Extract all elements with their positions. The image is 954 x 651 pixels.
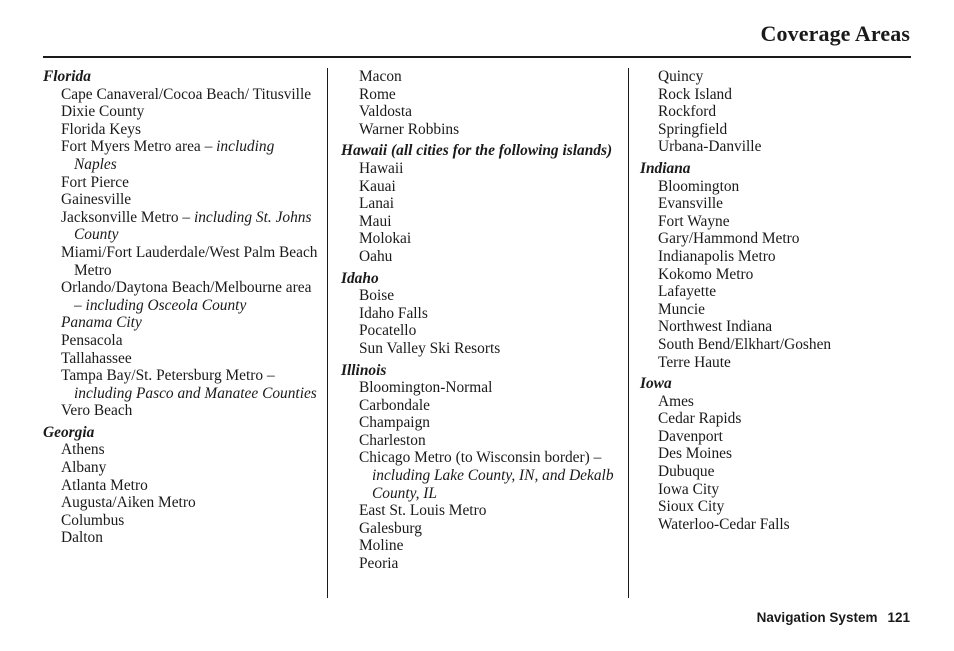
header-rule xyxy=(43,56,911,58)
city-name: Atlanta Metro xyxy=(61,476,148,494)
page-number: 121 xyxy=(887,610,910,625)
city-entry xyxy=(341,449,619,502)
city-name: Oahu xyxy=(359,247,393,265)
column-1 xyxy=(43,68,318,547)
city-name: Cape Canaveral/Cocoa Beach/ Titusville xyxy=(61,85,312,103)
column-3 xyxy=(640,68,910,533)
city-name: Peoria xyxy=(359,555,399,573)
city-name: East St. Louis Metro xyxy=(359,502,487,520)
city-name: Des Moines xyxy=(658,445,732,463)
city-entry xyxy=(640,336,910,354)
city-entry xyxy=(43,367,318,402)
city-entry xyxy=(341,397,619,415)
city-entry xyxy=(341,379,619,397)
city-entry xyxy=(341,502,619,520)
city-entry xyxy=(640,516,910,534)
city-entry xyxy=(43,121,318,139)
city-name: Dalton xyxy=(61,529,103,547)
state-heading: Georgia xyxy=(43,423,95,441)
city-name: Dixie County xyxy=(61,103,145,121)
city-note: including Naples xyxy=(74,138,275,173)
column-divider xyxy=(628,68,629,598)
footer-section: Navigation System xyxy=(756,610,878,625)
city-name: Warner Robbins xyxy=(359,120,460,138)
city-name: Evansville xyxy=(658,195,723,213)
city-name: Columbus xyxy=(61,511,125,529)
city-entry xyxy=(640,213,910,231)
state-heading: Idaho xyxy=(341,269,379,287)
city-name: Northwest Indiana xyxy=(658,318,773,336)
city-entry xyxy=(341,213,619,231)
city-name: Iowa City xyxy=(658,480,720,498)
city-entry xyxy=(43,103,318,121)
city-name: Gary/Hammond Metro xyxy=(658,230,800,248)
city-entry xyxy=(341,121,619,139)
column-divider xyxy=(327,68,328,598)
city-name: Pensacola xyxy=(61,331,123,349)
city-name: Rock Island xyxy=(658,85,732,103)
city-entry xyxy=(640,445,910,463)
column-2 xyxy=(341,68,619,573)
city-entry xyxy=(341,414,619,432)
page-title: Coverage Areas xyxy=(760,21,910,46)
state-heading: Iowa xyxy=(640,375,672,393)
city-name: Springfield xyxy=(658,120,728,138)
city-entry xyxy=(640,178,910,196)
city-name: Charleston xyxy=(359,431,426,449)
city-entry xyxy=(43,350,318,368)
city-name: Sun Valley Ski Resorts xyxy=(359,339,501,357)
city-name: Rome xyxy=(359,85,396,103)
city-note: Panama City xyxy=(61,314,142,332)
city-entry xyxy=(640,410,910,428)
city-entry xyxy=(341,555,619,573)
city-entry xyxy=(640,86,910,104)
city-name: Tampa Bay/St. Petersburg Metro xyxy=(61,367,267,385)
city-entry xyxy=(43,314,318,332)
city-name: Davenport xyxy=(658,427,723,445)
city-name: Muncie xyxy=(658,300,706,318)
city-name: Miami/Fort Lauderdale/West Palm Beach Metro xyxy=(61,243,318,279)
city-name: Cedar Rapids xyxy=(658,410,742,428)
city-entry xyxy=(341,195,619,213)
state-heading: Hawaii (all cities for the following islands) xyxy=(341,142,613,160)
city-entry xyxy=(341,178,619,196)
city-name: Lanai xyxy=(359,195,395,213)
city-entry xyxy=(640,428,910,446)
city-entry xyxy=(43,459,318,477)
city-name: Ames xyxy=(658,392,694,410)
city-entry xyxy=(43,402,318,420)
city-entry xyxy=(341,103,619,121)
city-entry xyxy=(43,279,318,314)
city-entry xyxy=(43,494,318,512)
city-entry xyxy=(341,230,619,248)
city-entry xyxy=(43,332,318,350)
city-note: including Osceola County xyxy=(85,296,247,314)
city-name: Jacksonville Metro – xyxy=(61,208,194,226)
city-entry xyxy=(341,248,619,266)
city-entry xyxy=(43,191,318,209)
city-name: Molokai xyxy=(359,230,412,248)
city-entry xyxy=(640,138,910,156)
city-entry xyxy=(640,248,910,266)
city-entry xyxy=(640,103,910,121)
city-entry xyxy=(640,481,910,499)
city-entry xyxy=(43,86,318,104)
city-name: Terre Haute xyxy=(658,353,731,371)
city-name: Chicago Metro (to Wisconsin border) xyxy=(359,449,594,467)
city-entry xyxy=(640,354,910,372)
state-heading: Illinois xyxy=(341,361,387,379)
city-name: Carbondale xyxy=(359,396,430,414)
city-name: Florida Keys xyxy=(61,120,141,138)
city-name: Quincy xyxy=(658,68,704,85)
city-entry xyxy=(43,529,318,547)
city-entry xyxy=(640,318,910,336)
city-name: Valdosta xyxy=(359,103,413,121)
city-entry xyxy=(640,393,910,411)
city-name: Hawaii xyxy=(359,159,404,177)
city-name: Waterloo-Cedar Falls xyxy=(658,515,790,533)
city-name: Idaho Falls xyxy=(359,304,428,322)
city-entry xyxy=(640,463,910,481)
city-name: Pocatello xyxy=(359,322,417,340)
city-entry xyxy=(341,86,619,104)
city-name: Albany xyxy=(61,459,107,477)
city-note: – including Pasco and Manatee Counties xyxy=(74,367,317,402)
state-heading: Indiana xyxy=(640,159,691,177)
city-note: – including Lake County, IN, and Dekalb County, IL xyxy=(372,449,614,502)
city-entry xyxy=(43,244,318,279)
city-name: Boise xyxy=(359,287,395,305)
city-name: Bloomington xyxy=(658,177,740,195)
city-entry xyxy=(341,322,619,340)
city-name: Moline xyxy=(359,537,404,555)
city-note: including St. Johns County xyxy=(74,208,312,244)
city-name: Vero Beach xyxy=(61,402,133,420)
city-name: Galesburg xyxy=(359,519,422,537)
city-name: Sioux City xyxy=(658,498,725,516)
city-entry xyxy=(341,68,619,86)
city-entry xyxy=(43,477,318,495)
city-name: Fort Pierce xyxy=(61,173,129,191)
city-entry xyxy=(640,195,910,213)
city-name: Macon xyxy=(359,68,402,85)
city-name: Gainesville xyxy=(61,191,132,209)
city-entry xyxy=(341,340,619,358)
city-name: Maui xyxy=(359,212,392,230)
city-entry xyxy=(43,138,318,173)
city-entry xyxy=(43,209,318,244)
city-entry xyxy=(640,283,910,301)
city-entry xyxy=(640,68,910,86)
city-entry xyxy=(341,287,619,305)
city-entry xyxy=(640,498,910,516)
city-name: Kauai xyxy=(359,177,396,195)
city-name: Urbana-Danville xyxy=(658,138,762,156)
city-entry xyxy=(640,121,910,139)
city-name: Bloomington-Normal xyxy=(359,379,493,397)
city-name: Fort Myers Metro area – xyxy=(61,138,217,156)
city-name: Fort Wayne xyxy=(658,212,730,230)
state-heading: Florida xyxy=(43,68,91,85)
city-entry xyxy=(43,441,318,459)
city-name: Kokomo Metro xyxy=(658,265,754,283)
city-name: Champaign xyxy=(359,414,430,432)
city-name: Augusta/Aiken Metro xyxy=(61,494,196,512)
city-name: Athens xyxy=(61,441,105,459)
city-name: Tallahassee xyxy=(61,349,132,367)
city-entry xyxy=(341,537,619,555)
city-entry xyxy=(43,512,318,530)
city-entry xyxy=(640,266,910,284)
city-name: Indianapolis Metro xyxy=(658,247,776,265)
city-name: Orlando/Daytona Beach/Melbourne area – xyxy=(61,279,312,314)
city-entry xyxy=(640,230,910,248)
city-name: Rockford xyxy=(658,103,717,121)
city-entry xyxy=(43,174,318,192)
city-entry xyxy=(341,432,619,450)
city-entry xyxy=(341,520,619,538)
page-footer xyxy=(757,610,910,625)
city-name: Dubuque xyxy=(658,463,715,481)
city-name: South Bend/Elkhart/Goshen xyxy=(658,335,832,353)
city-name: Lafayette xyxy=(658,283,717,301)
city-entry xyxy=(341,305,619,323)
city-entry xyxy=(640,301,910,319)
city-entry xyxy=(341,160,619,178)
